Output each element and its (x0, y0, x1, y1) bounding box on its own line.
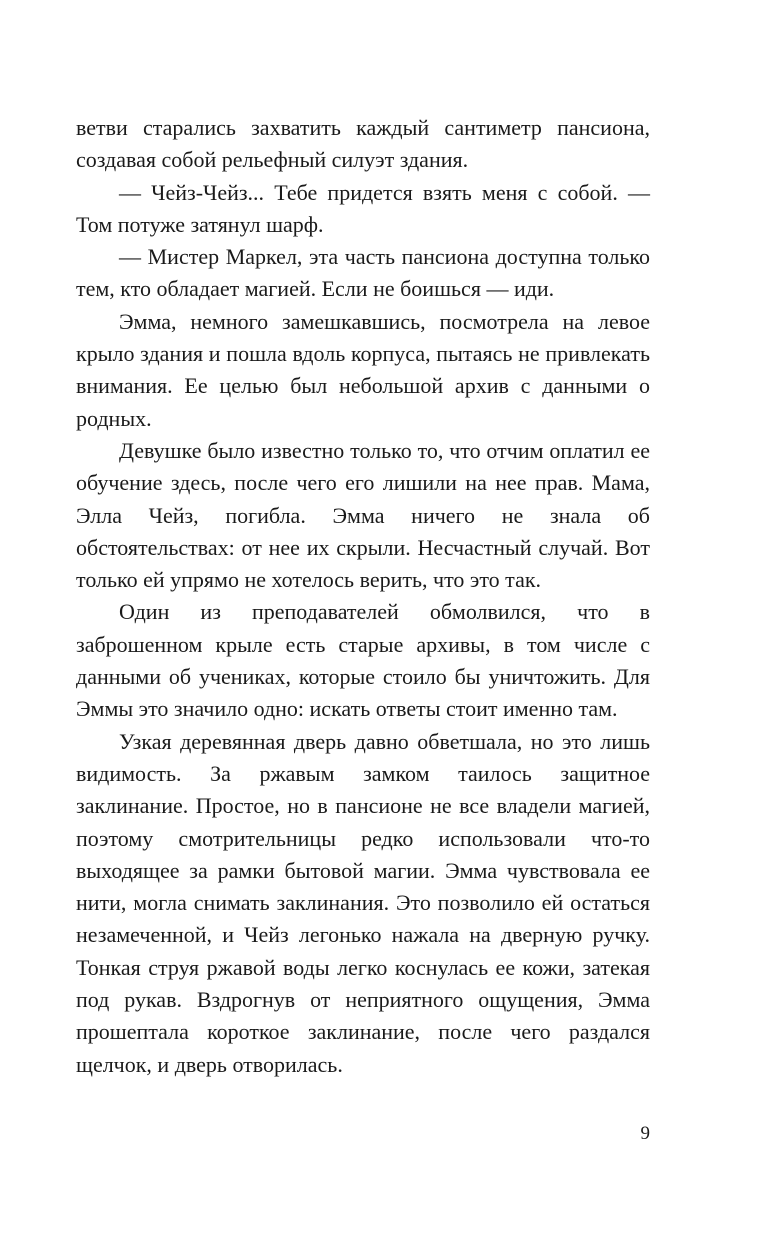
body-text (76, 112, 650, 1081)
paragraph-4: Эмма, немного замешкавшись, посмотрела на левое крыло здания и пошла вдоль корпуса, пытаясь не привлекать внимания. Ее целью был небольшой архив с данными о родных. (76, 308, 650, 431)
paragraph-5: Девушке было известно только то, что отчим оплатил ее обучение здесь, после чего его лишили на нее прав. Мама, Элла Чейз, погибла. Эмма ничего не знала об обстоятельствах: от нее их скрыли. Несчастный случай. Вот только ей упрямо не хотелось верить, что это так. (76, 437, 650, 593)
paragraph-2: — Чейз-Чейз... Тебе придется взять меня с собой. — Том потуже затянул шарф. (76, 179, 650, 237)
paragraph-1: ветви старались захватить каждый сантиметр пансиона, создавая собой рельефный силуэт здания. (76, 115, 650, 173)
paragraph-3: — Мистер Маркел, эта часть пансиона доступна только тем, кто обладает магией. Если не боишься — иди. (76, 244, 650, 302)
paragraph-7: Узкая деревянная дверь давно обветшала, но это лишь видимость. За ржавым замком таилось защитное заклинание. Простое, но в пансионе не все владели магией, поэтому смотрительницы редко использовали что-то выходящее за рамки бытовой магии. Эмма чувствовала ее нити, могла снимать заклинания. Это позволило ей остаться незамеченной, и Чейз легонько нажала на дверную ручку. Тонкая струя ржавой воды легко коснулась ее кожи, затекая под рукав. Вздрогнув от неприятного ощущения, Эмма прошептала короткое заклинание, после чего раздался щелчок, и дверь отворилась. (76, 728, 650, 1077)
page-number: 9 (640, 1123, 650, 1144)
paragraph-6: Один из преподавателей обмолвился, что в заброшенном крыле есть старые архивы, в том числе с данными об учениках, которые стоило бы уничтожить. Для Эммы это значило одно: искать ответы стоит именно там. (76, 599, 650, 722)
